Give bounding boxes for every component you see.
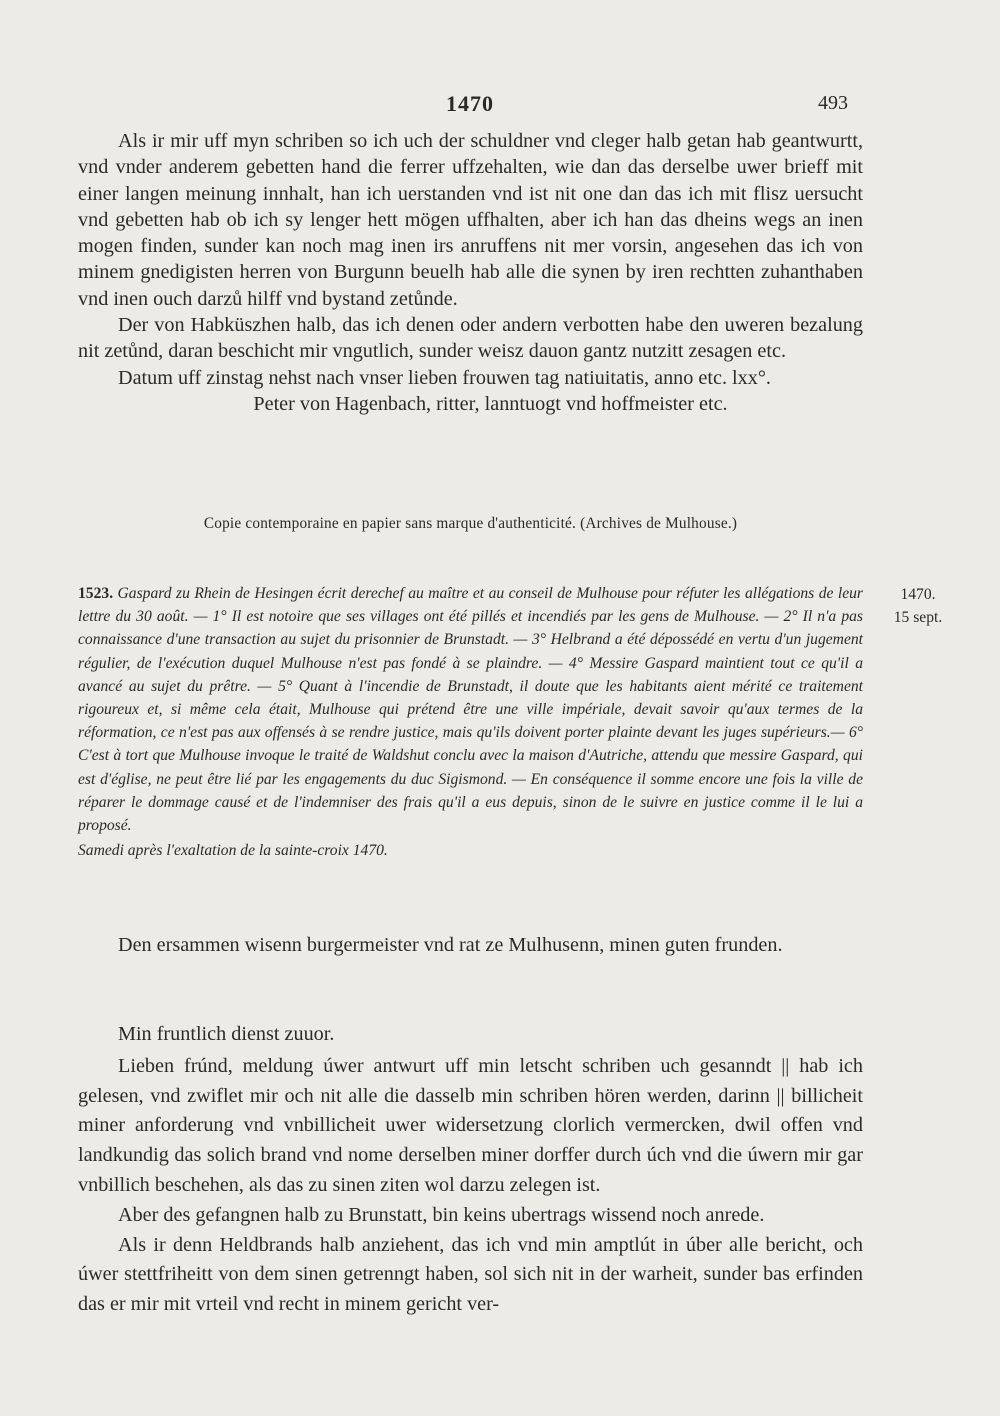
margin-day: 15 sept. (893, 609, 943, 627)
letter-1-paragraph: Als ir mir uff myn schriben so ich uch der schuldner vnd cleger halb getan hab geantwurtt, vnd vnder anderem gebetten hand die ferrer uffzehalten, wie dan das derselbe uwer brieff mit einer langen meinung innhalt, han ich uerstanden vnd ist nit one dan das ich mit flisz uersucht vnd gebetten hab ob ich sy lenger hett mögen uffhalten, aber ich han das dheins wegs an inen mogen finden, sunder kan noch mag inen irs anruffens nit mer vorsin, angesehen das ich von minem gnedigisten herren von Burgunn beuelh hab alle die synen by iren rechtten zuhanthaben vnd inen ouch darzů hilff vnd bystand zetůnde. (78, 130, 863, 310)
letter-1-paragraph: Der von Habküszhen halb, das ich denen oder andern verbotten habe den uweren bezalung nit zetůnd, daran beschicht mir vngutlich, sunder weisz dauon gantz nutzitt zesagen etc. (78, 314, 863, 363)
summary-text: Gaspard zu Rhein de Hesingen écrit derechef au maître et au conseil de Mulhouse pour réfuter les allégations de leur lettre du 30 août. — 1° Il est notoire que ses villages ont été pillés et incendiés par les gens de Mulhouse. — 2° Il n'a pas connaissance d'une transaction au sujet du prisonnier de Brunstadt. — 3° Helbrand a été dépossédé en vertu d'un jugement régulier, de l'exécution duquel Mulhouse n'est pas fondé à se plaindre. — 4° Messire Gaspard maintient tout ce qu'il a avancé au sujet du prêtre. — 5° Quant à l'incendie de Brunstadt, il doute que les habitants aient mérité ce traitement rigoureux et, si même cela était, Mulhouse qui prétend être une ville impériale, devait savoir qu'aux termes de la réformation, ce n'est pas aux offensés à se rendre justice, mais qu'ils doivent porter plainte devant les juges supérieurs.— 6° C'est à tort que Mulhouse invoque le traité de Waldshut conclu avec la maison d'Autriche, attendu que messire Gaspard, qui est d'église, ne peut être lié par les engagements du duc Sigismond. — En conséquence il somme encore une fois la ville de réparer le dommage causé et de l'indemniser des frais qu'il a eus depuis, sinon de le suivre en justice comme il le lui a proposé. (78, 585, 863, 835)
letter-2-paragraph: Als ir denn Heldbrands halb anziehent, das ich vnd min amptlút in úber alle bericht, och úwer stettfriheitt von dem sinen getrenngt haben, sol sich nit in der warheit, sunder bas erfinden das er mir mit vrteil vnd recht in minem gericht ver- (78, 1233, 863, 1316)
running-head-year: 1470 (446, 91, 494, 116)
margin-year: 1470. (900, 586, 936, 603)
letter-2-greeting: Min fruntlich dienst zuuor. (118, 1023, 335, 1045)
letter-2-paragraph: Aber des gefangnen halb zu Brunstatt, bin keins ubertrags wissend noch anrede. (118, 1203, 765, 1226)
source-note: Copie contemporaine en papier sans marque d'authenticité. (Archives de Mulhouse.) (203, 515, 738, 532)
document-number: 1523. (78, 585, 114, 602)
letter-2-paragraph: Lieben frúnd, meldung úwer antwurt uff min letscht schriben uch gesanndt || hab ich gelesen, vnd zwiflet mir och nit alle die dasselb min schriben hören werden, darinn || billicheit miner anforderung vnd vnbillicheit uwer widersetzung clorlich vermercken, dwil offen vnd landkundig das solich brand vnd nome derselben miner dorffer durch úch vnd die úwern mir gar vnbillich beschehen, als das zu sinen ziten wol darzu zelegen ist. (78, 1054, 863, 1196)
letter-1-paragraph: Datum uff zinstag nehst nach vnser lieben frouwen tag natiuitatis, anno etc. lxx°. (118, 366, 771, 389)
letter-2-address (78, 932, 863, 959)
letter-1-signature: Peter von Hagenbach, ritter, lanntuogt vnd hoffmeister etc. (253, 392, 728, 415)
margin-date (878, 583, 958, 629)
letter-1-body (78, 128, 863, 417)
document-summary (78, 582, 863, 862)
address-line: Den ersammen wisenn burgermeister vnd rat ze Mulhusenn, minen guten frunden. (118, 934, 783, 956)
summary-paragraph (78, 582, 863, 837)
letter-2-body (78, 1020, 863, 1320)
page-number: 493 (818, 92, 848, 114)
document-dateline: Samedi après l'exaltation de la sainte-croix 1470. (78, 842, 388, 860)
